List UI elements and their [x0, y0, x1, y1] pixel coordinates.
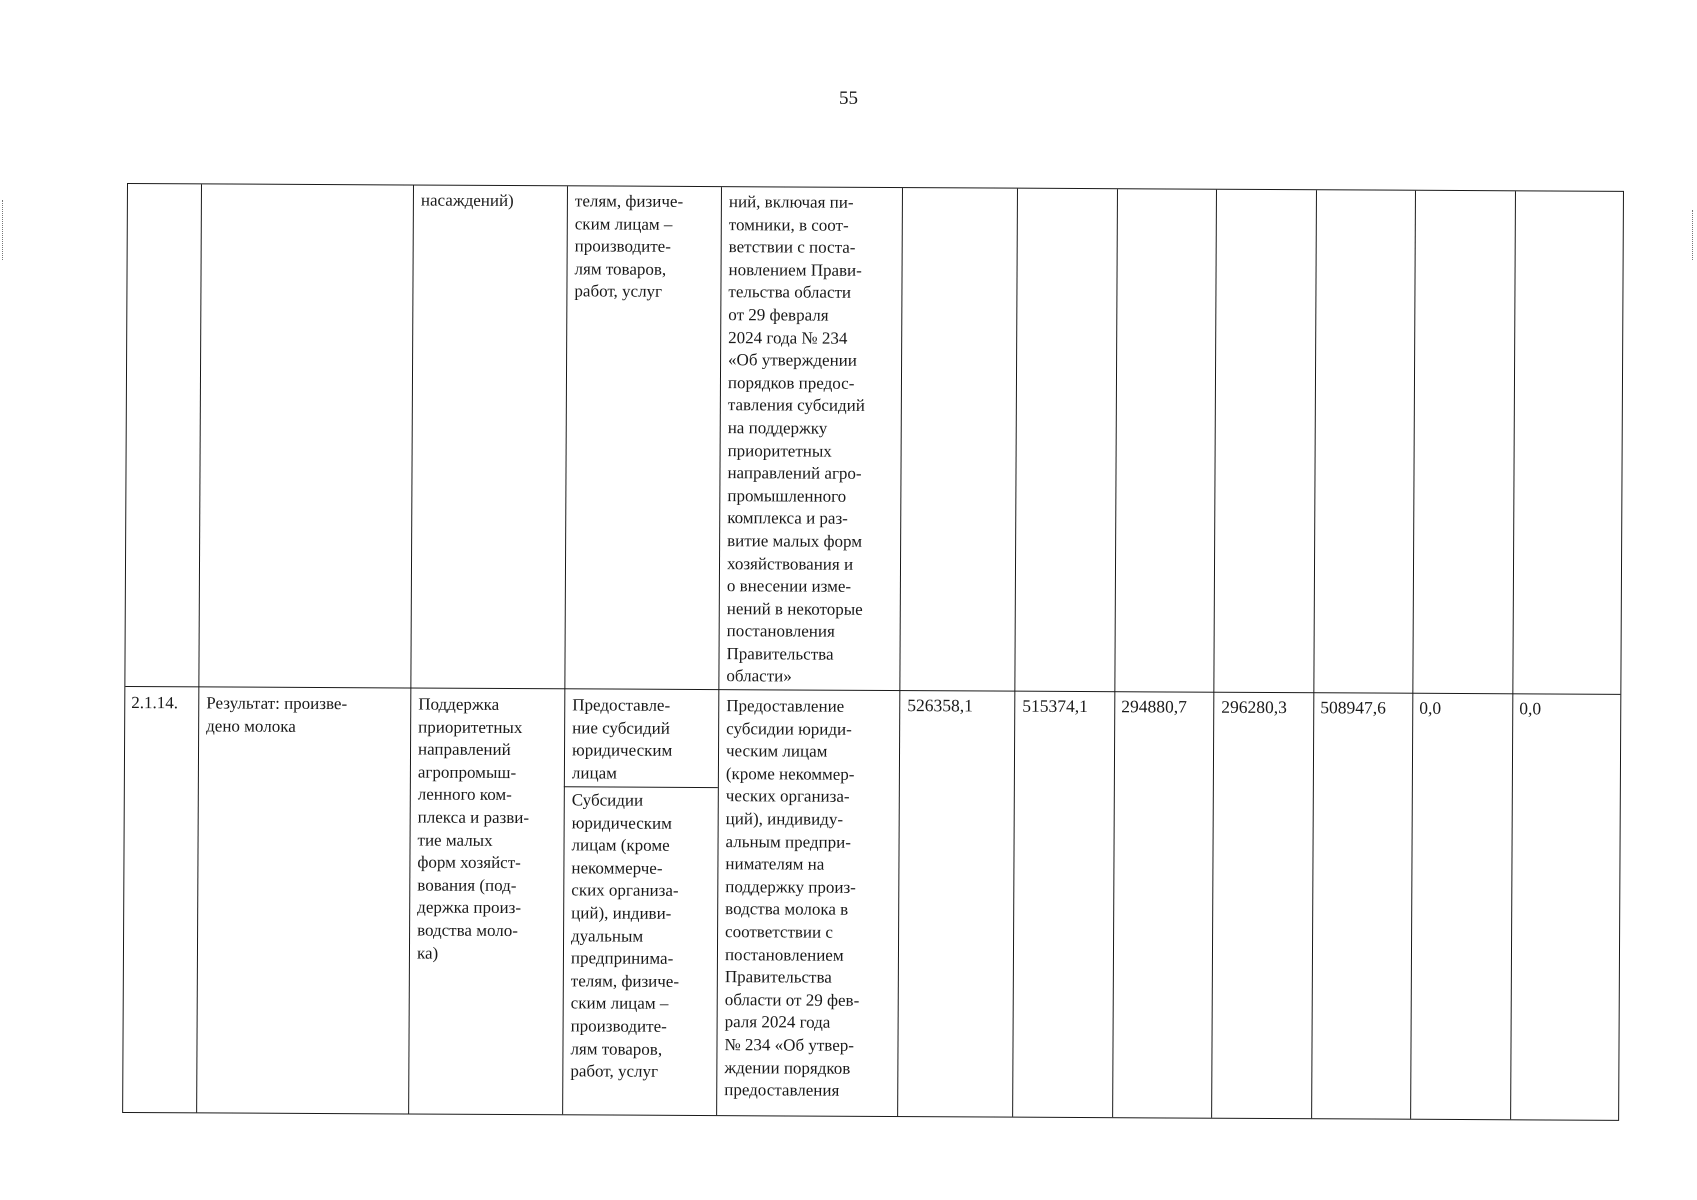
- value-cell: 0,0: [1519, 698, 1542, 719]
- type-bottom-cell: Субсидии юридическим лицам (кроме некоммерче- ских организа- ций), индиви- дуальным предпринима- телям, физиче- ским лицам – производите- лям товаров, работ, услуг: [570, 790, 680, 1081]
- col-divider: [196, 184, 202, 1112]
- value-cell: 515374,1: [1022, 695, 1088, 717]
- measure-cell: Поддержка приоритетных направлений агропромыш- ленного ком- плекса и разви- тие малых форм хозяйст- вования (под- держка произ- водства моло- ка): [416, 694, 530, 963]
- continued-type-cell: телям, физиче- ским лицам – производите- лям товаров, работ, услуг: [574, 191, 684, 302]
- result-cell: Результат: произве- дено молока: [206, 693, 348, 736]
- col-divider: [1211, 190, 1217, 1118]
- col-divider: [1112, 189, 1118, 1117]
- row-divider: [125, 686, 1620, 695]
- col-divider: [562, 186, 568, 1114]
- value-cell: 526358,1: [907, 695, 973, 716]
- col-divider: [1012, 189, 1018, 1117]
- page-number: 55: [839, 88, 858, 109]
- continued-measure-cell: насаждений): [420, 190, 514, 211]
- scan-edge-mark-right: [1692, 210, 1693, 260]
- col-divider: [1510, 191, 1516, 1119]
- scan-edge-mark-left: [2, 200, 3, 260]
- continued-description-cell: ний, включая пи- томники, в соот- ветствии с поста- новлением Прави- тельства области от 29 февраля 2024 года № 234 «Об утверждении порядков предос- тавления субсидий на поддержку приоритетных направлений агро- промышленного комплекса и раз- витие малых форм хозяйствования и о внесении изме- нений в некоторые постановления Правительства области»: [726, 192, 865, 686]
- type-top-cell: Предоставле- ние субсидий юридическим лицам: [571, 695, 673, 783]
- col-divider: [408, 185, 414, 1113]
- value-cell: 0,0: [1419, 697, 1442, 718]
- col-divider: [716, 187, 722, 1115]
- col-divider: [1311, 190, 1317, 1118]
- col-divider: [897, 188, 903, 1116]
- subrow-divider: [564, 786, 718, 788]
- col-divider: [1410, 191, 1416, 1119]
- value-cell: 294880,7: [1121, 696, 1187, 717]
- value-cell: 508947,6: [1320, 697, 1386, 718]
- row-number-cell: 2.1.14.: [131, 693, 179, 713]
- budget-table: [122, 183, 1624, 1121]
- value-cell: 296280,3: [1221, 696, 1287, 718]
- description-cell: Предоставление субсидии юриди- ческим лицам (кроме некоммер- ческих организа- ций), индивиду- альным предпри- нимателям на поддержку произ- водства молока в соответствии с постановлением Правительства области от 29 фев- раля 2024 года № 234 «Об утвер- ждении порядков предоставления: [724, 696, 860, 1100]
